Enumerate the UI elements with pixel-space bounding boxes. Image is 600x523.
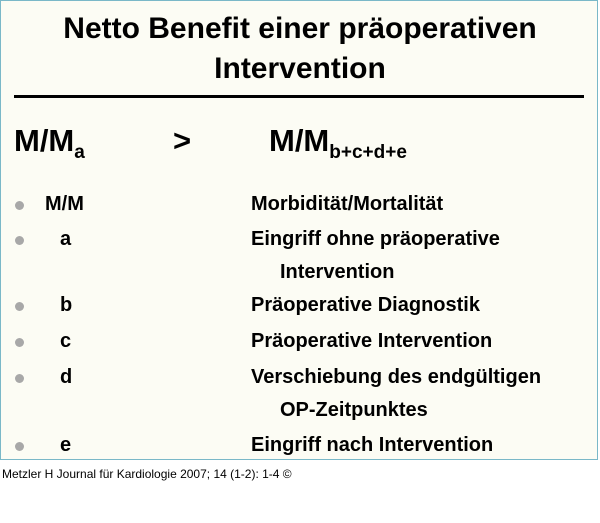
item-description-line-1: Morbidität/Mortalität xyxy=(251,193,444,215)
item-symbol: e xyxy=(60,434,72,456)
bullet-icon xyxy=(15,201,24,210)
formula-operator: > xyxy=(173,123,192,158)
item-description-line-1: Präoperative Diagnostik xyxy=(251,294,480,316)
slide-title xyxy=(1,9,599,89)
source-caption: Metzler H Journal für Kardiologie 2007; 14 (1-2): 1-4 © xyxy=(2,467,292,481)
item-description xyxy=(251,289,480,322)
item-symbol: c xyxy=(60,330,72,352)
formula-left-subscript: a xyxy=(74,142,85,163)
bullet-icon xyxy=(15,374,24,383)
title-divider xyxy=(14,95,584,98)
formula-left-base: M/M xyxy=(14,123,75,158)
item-description xyxy=(251,429,493,462)
formula-right-subscript: b+c+d+e xyxy=(329,142,407,163)
item-description xyxy=(251,188,443,221)
item-description-line-1: Eingriff ohne präoperative xyxy=(251,228,500,250)
item-description xyxy=(251,361,541,427)
item-symbol: d xyxy=(60,366,73,388)
bullet-icon xyxy=(15,302,24,311)
formula-right-base: M/M xyxy=(269,123,330,158)
item-description xyxy=(251,325,492,358)
item-description-line-1: Verschiebung des endgültigen xyxy=(251,366,542,388)
formula-left xyxy=(14,121,85,161)
bullet-icon xyxy=(15,236,24,245)
item-symbol: a xyxy=(60,228,72,250)
formula-right xyxy=(269,121,407,161)
item-description-line-2: Intervention xyxy=(280,261,395,283)
item-symbol: b xyxy=(60,294,73,316)
item-symbol: M/M xyxy=(45,193,84,215)
item-description-line-1: Eingriff nach Intervention xyxy=(251,434,494,456)
title-line-2: Intervention xyxy=(214,52,386,85)
item-description-line-1: Präoperative Intervention xyxy=(251,330,493,352)
bullet-icon xyxy=(15,442,24,451)
bullet-icon xyxy=(15,338,24,347)
title-line-1: Netto Benefit einer präoperativen xyxy=(63,12,537,45)
item-description-line-2: OP-Zeitpunktes xyxy=(280,399,428,421)
item-description xyxy=(251,223,500,289)
